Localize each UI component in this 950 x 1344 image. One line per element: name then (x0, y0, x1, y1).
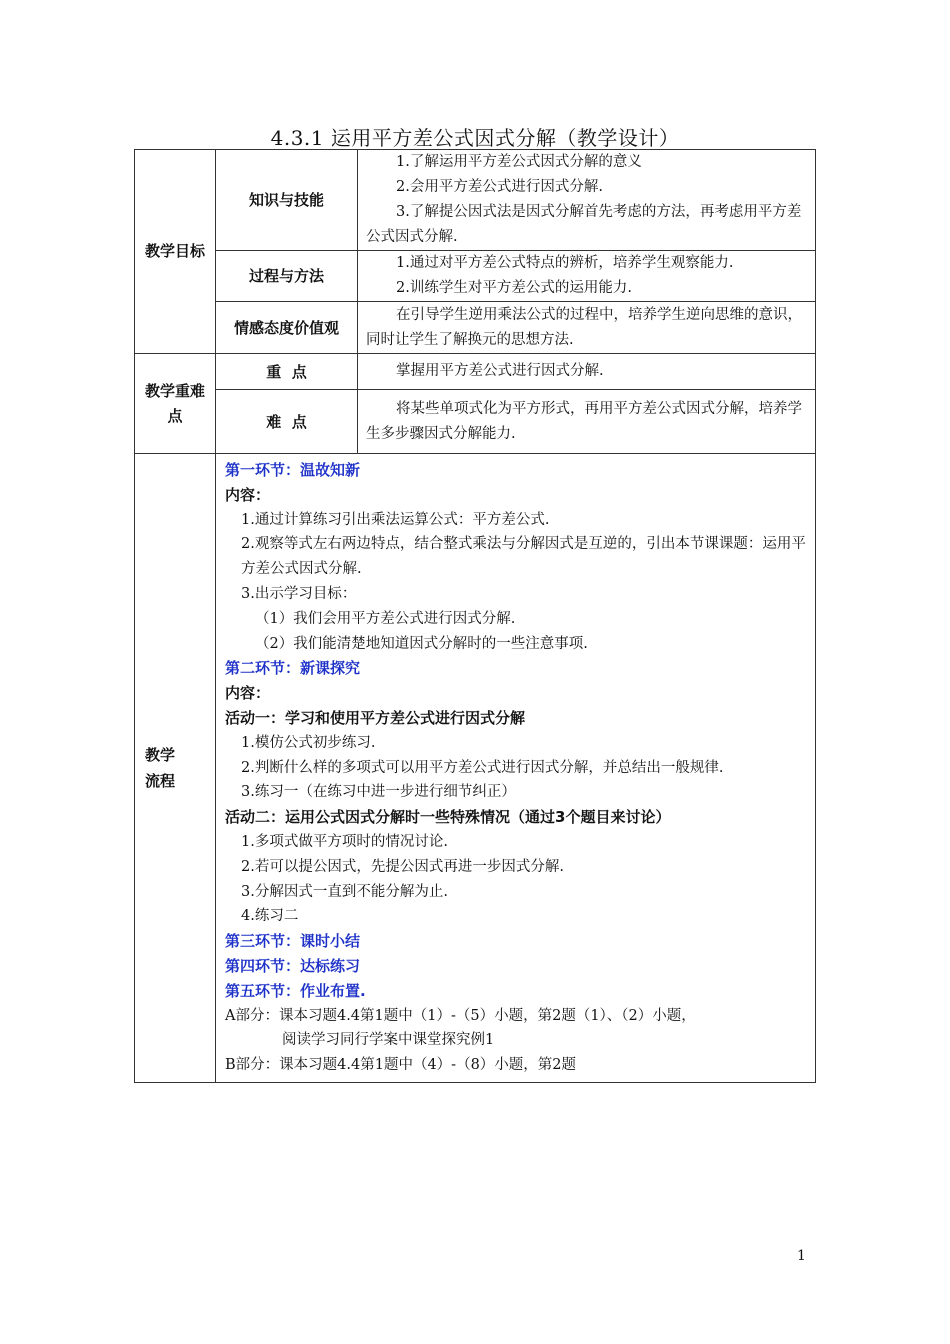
section-1-title: 第一环节：温故知新 (225, 461, 361, 479)
section-5-title: 第五环节：作业布置. (225, 981, 366, 1000)
section-4-title: 第四环节：达标练习 (225, 956, 361, 975)
difficulty-text: 将某些单项式化为平方形式，再用平方差公式因式分解，培养学生多步骤因式分解能力. (366, 400, 802, 442)
section-1-line-3: 3.出示学习目标： (241, 585, 357, 602)
activity-1-line-1: 1.模仿公式初步练习. (241, 734, 376, 751)
section-1-line-2: 2.观察等式左右两边特点，结合整式乘法与分解因式是互逆的，引出本节课课题：运用平方差公式因式分解. (241, 536, 806, 578)
knowledge-line-2: 2.会用平方差公式进行因式分解. (396, 179, 603, 195)
homework-a-line-1: A部分：课本习题4.4第1题中（1）-（5）小题，第2题（1）、（2）小题， (225, 1007, 696, 1024)
section-1-line-1: 1.通过计算练习引出乘法运算公式：平方差公式. (241, 511, 550, 528)
knowledge-skills-label: 知识与技能 (216, 150, 358, 251)
knowledge-skills-content (358, 150, 816, 251)
flow-content (216, 454, 816, 1083)
section-1-line-4: （1）我们会用平方差公式进行因式分解. (255, 610, 516, 627)
process-method-label: 过程与方法 (216, 251, 358, 302)
activity-2-title: 活动二：运用公式因式分解时一些特殊情况（通过3个题目来讨论） (225, 808, 671, 827)
section-1-line-5: （2）我们能清楚地知道因式分解时的一些注意事项. (255, 635, 588, 652)
section-3-title: 第三环节：课时小结 (225, 932, 361, 951)
activity-2-line-1: 1.多项式做平方项时的情况讨论. (241, 833, 448, 850)
activity-1-line-3: 3.练习一（在练习中进一步进行细节纠正） (241, 784, 516, 801)
key-points-label: 教学重难点 (135, 354, 216, 454)
section-2-title: 第二环节：新课探究 (225, 659, 361, 678)
key-point-text: 掌握用平方差公式进行因式分解. (396, 363, 604, 379)
activity-1-title: 活动一：学习和使用平方差公式进行因式分解 (225, 708, 526, 727)
difficulty-content (358, 390, 816, 454)
key-point-content (358, 354, 816, 390)
activity-2-line-3: 3.分解因式一直到不能分解为止. (241, 883, 448, 900)
page-title: 4.3.1 运用平方差公式因式分解（教学设计） (270, 126, 680, 150)
key-point-label: 重 点 (216, 354, 358, 390)
homework-b-line: B部分：课本习题4.4第1题中（4）-（8）小题，第2题 (225, 1057, 577, 1074)
attitude-line-1: 在引导学生逆用乘法公式的过程中，培养学生逆向思维的意识，同时让学生了解换元的思想方法. (366, 306, 802, 348)
knowledge-line-1: 1.了解运用平方差公式因式分解的意义 (396, 154, 642, 170)
flow-label: 教学流程 (145, 745, 176, 790)
process-method-content (358, 251, 816, 302)
process-line-1: 1.通过对平方差公式特点的辨析，培养学生观察能力. (396, 255, 734, 271)
lesson-plan-table (134, 149, 816, 1083)
page-number: 1 (797, 1248, 806, 1264)
activity-1-line-2: 2.判断什么样的多项式可以用平方差公式进行因式分解，并总结出一般规律. (241, 759, 724, 776)
difficulty-label: 难 点 (216, 390, 358, 454)
attitude-values-content (358, 302, 816, 354)
knowledge-line-3: 3.了解提公因式法是因式分解首先考虑的方法，再考虑用平方差公式因式分解. (366, 204, 802, 245)
section-2-content-label: 内容： (225, 684, 271, 703)
activity-2-line-2: 2.若可以提公因式，先提公因式再进一步因式分解. (241, 858, 564, 875)
homework-a-line-2: 阅读学习同行学案中课堂探究例1 (282, 1032, 495, 1049)
flow-label-cell (135, 454, 216, 1083)
section-1-content-label: 内容： (225, 485, 271, 504)
objectives-label: 教学目标 (135, 150, 216, 354)
attitude-values-label: 情感态度价值观 (216, 302, 358, 354)
process-line-2: 2.训练学生对平方差公式的运用能力. (396, 280, 632, 296)
activity-2-line-4: 4.练习二 (241, 908, 299, 925)
